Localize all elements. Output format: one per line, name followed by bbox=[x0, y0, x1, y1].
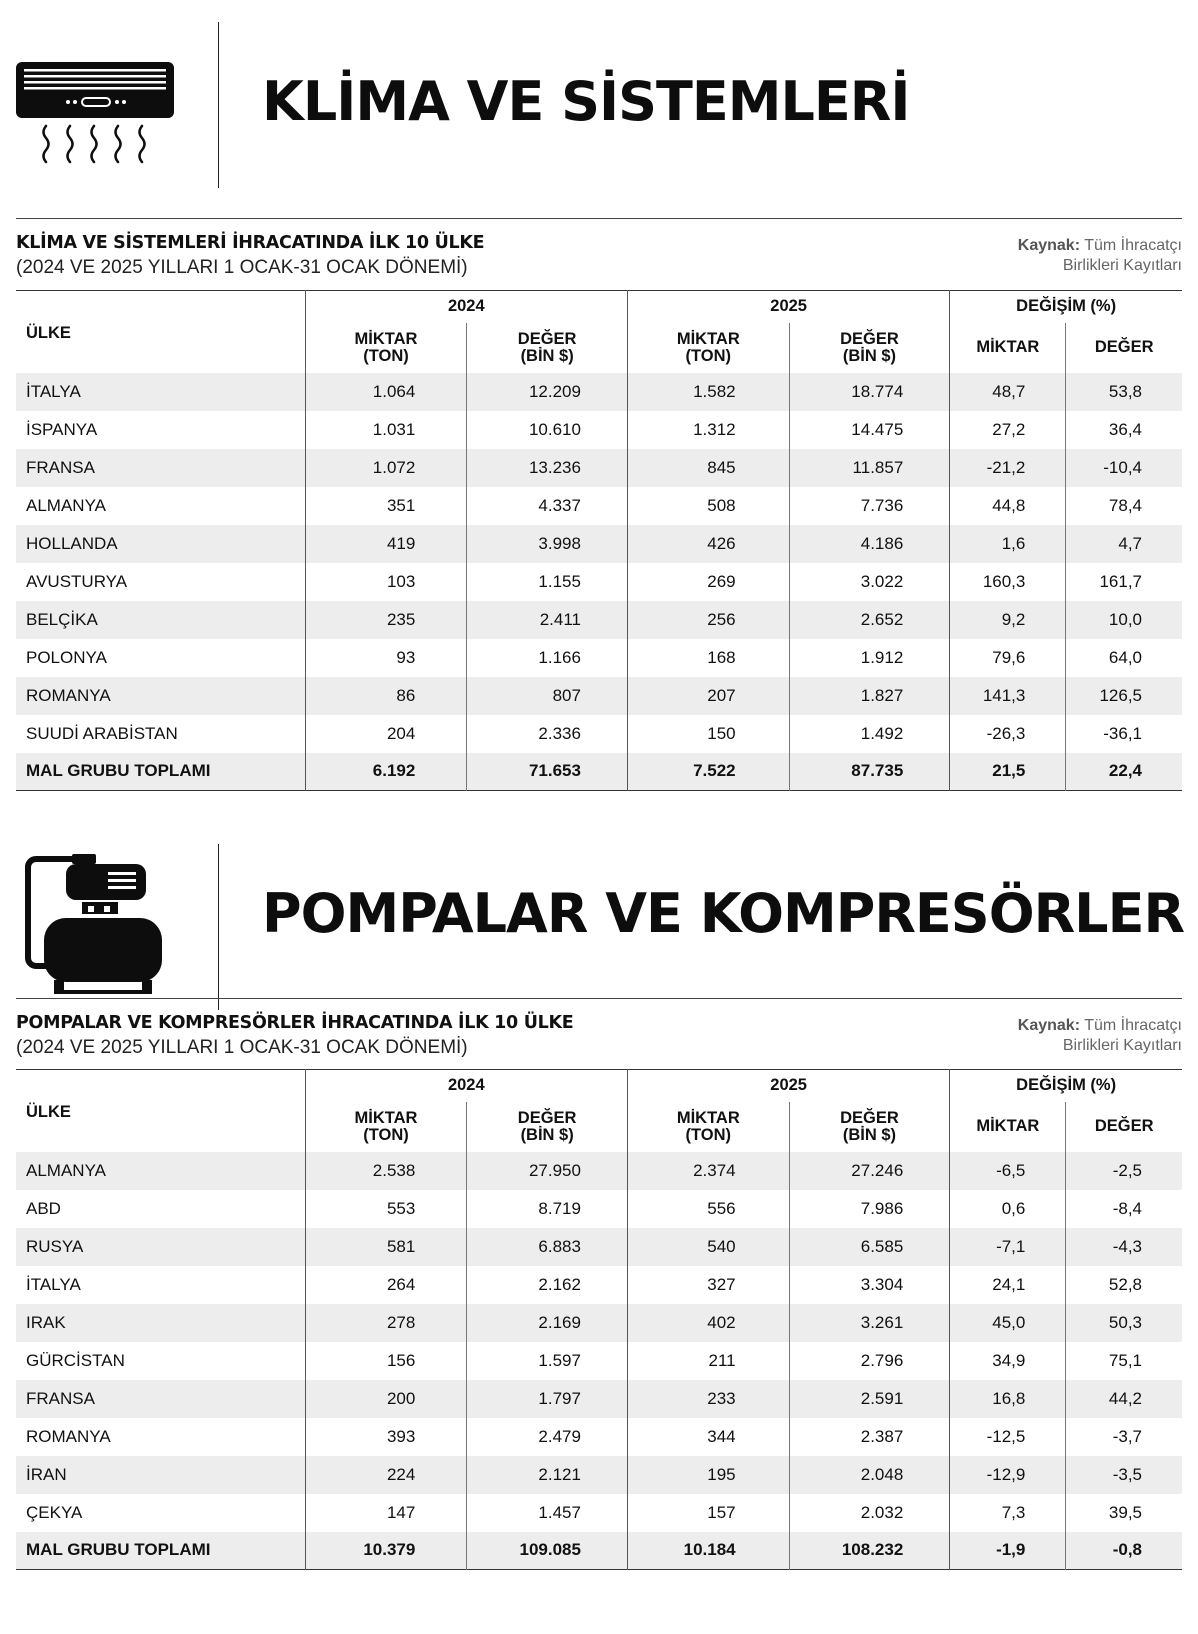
value-cell: 87.735 bbox=[789, 753, 950, 791]
country-cell: HOLLANDA bbox=[16, 525, 305, 563]
value-cell: 4,7 bbox=[1066, 525, 1182, 563]
value-cell: 556 bbox=[627, 1190, 789, 1228]
col-header-line: DEĞER bbox=[517, 1108, 577, 1127]
section-pompalar bbox=[0, 822, 1198, 1560]
value-cell: 2.374 bbox=[627, 1152, 789, 1190]
table-header bbox=[16, 998, 1182, 1058]
country-cell: ÇEKYA bbox=[26, 1502, 83, 1522]
table-row bbox=[16, 1304, 1182, 1342]
table-row bbox=[16, 601, 1182, 639]
table-body bbox=[16, 1152, 1182, 1570]
value-cell: 108.232 bbox=[789, 1532, 950, 1570]
col-header-qty bbox=[627, 1102, 789, 1152]
value-cell: 10.379 bbox=[305, 1532, 467, 1570]
value-cell: 3.022 bbox=[789, 563, 950, 601]
table-header bbox=[16, 218, 1182, 278]
value-cell: -12,9 bbox=[950, 1456, 1066, 1494]
source-note bbox=[1018, 1016, 1182, 1056]
col-header-change-qty: MİKTAR bbox=[950, 323, 1066, 373]
value-cell: 1.064 bbox=[305, 373, 467, 411]
country-cell: SUUDİ ARABİSTAN bbox=[26, 723, 178, 743]
col-header-qty bbox=[305, 323, 467, 373]
value-cell: 581 bbox=[305, 1228, 467, 1266]
divider bbox=[218, 844, 219, 1010]
value-cell: 2.336 bbox=[467, 715, 628, 753]
value-cell: 224 bbox=[305, 1456, 467, 1494]
value-cell: 233 bbox=[627, 1380, 789, 1418]
table-row bbox=[16, 1152, 1182, 1190]
value-cell: 36,4 bbox=[1066, 411, 1182, 449]
value-cell: 327 bbox=[627, 1266, 789, 1304]
value-cell: 22,4 bbox=[1066, 753, 1182, 791]
export-table bbox=[16, 290, 1182, 791]
value-cell: 1.492 bbox=[789, 715, 950, 753]
value-cell: 78,4 bbox=[1066, 487, 1182, 525]
country-cell: MAL GRUBU TOPLAMI bbox=[16, 1532, 305, 1570]
table-title: KLİMA VE SİSTEMLERİ İHRACATINDA İLK 10 ÜLKE bbox=[16, 233, 485, 253]
value-cell: 10.610 bbox=[467, 411, 628, 449]
value-cell: 16,8 bbox=[950, 1380, 1066, 1418]
table-row bbox=[16, 1494, 1182, 1532]
value-cell: 553 bbox=[305, 1190, 467, 1228]
value-cell: 419 bbox=[305, 525, 467, 563]
value-cell: 393 bbox=[305, 1418, 467, 1456]
country-cell: ROMANYA bbox=[26, 1426, 111, 1446]
col-header-year: 2024 bbox=[305, 1070, 627, 1102]
value-cell: 44,8 bbox=[950, 487, 1066, 525]
value-cell: 13.236 bbox=[467, 449, 628, 487]
table-row bbox=[16, 1380, 1182, 1418]
value-cell: 27.950 bbox=[467, 1152, 628, 1190]
source-text: Tüm İhracatçı bbox=[1084, 1017, 1182, 1034]
col-header-line: DEĞER bbox=[517, 329, 577, 348]
value-cell: 86 bbox=[305, 677, 467, 715]
value-cell: 48,7 bbox=[950, 373, 1066, 411]
source-label: Kaynak: bbox=[1017, 1017, 1081, 1034]
value-cell: 4.186 bbox=[789, 525, 950, 563]
table-row bbox=[16, 563, 1182, 601]
col-header-line: (BİN $) bbox=[842, 346, 897, 365]
value-cell: 109.085 bbox=[467, 1532, 628, 1570]
value-cell: 2.162 bbox=[467, 1266, 628, 1304]
value-cell: 1,6 bbox=[950, 525, 1066, 563]
value-cell: 6.192 bbox=[305, 753, 467, 791]
value-cell: -3,7 bbox=[1066, 1418, 1182, 1456]
value-cell: 2.411 bbox=[467, 601, 628, 639]
table-row bbox=[16, 1418, 1182, 1456]
value-cell: 264 bbox=[305, 1266, 467, 1304]
col-header-line: MİKTAR bbox=[354, 1108, 418, 1127]
table-row bbox=[16, 639, 1182, 677]
value-cell: 64,0 bbox=[1066, 639, 1182, 677]
value-cell: 2.796 bbox=[789, 1342, 950, 1380]
value-cell: 50,3 bbox=[1066, 1304, 1182, 1342]
source-note bbox=[1018, 236, 1182, 276]
col-header-value bbox=[789, 1102, 950, 1152]
table-row bbox=[16, 1342, 1182, 1380]
value-cell: -3,5 bbox=[1066, 1456, 1182, 1494]
value-cell: 21,5 bbox=[950, 753, 1066, 791]
value-cell: 45,0 bbox=[950, 1304, 1066, 1342]
col-header-qty bbox=[627, 323, 789, 373]
col-header-line: (TON) bbox=[685, 346, 732, 365]
value-cell: -4,3 bbox=[1066, 1228, 1182, 1266]
value-cell: 27.246 bbox=[789, 1152, 950, 1190]
col-header-year: 2024 bbox=[305, 291, 627, 323]
country-cell: İSPANYA bbox=[26, 419, 98, 439]
country-cell: IRAK bbox=[16, 1304, 305, 1342]
value-cell: 75,1 bbox=[1066, 1342, 1182, 1380]
value-cell: 2.032 bbox=[789, 1494, 950, 1532]
table-row bbox=[16, 525, 1182, 563]
value-cell: 2.479 bbox=[467, 1418, 628, 1456]
value-cell: 27,2 bbox=[950, 411, 1066, 449]
col-header-qty bbox=[305, 1102, 467, 1152]
value-cell: 3.304 bbox=[789, 1266, 950, 1304]
col-header-value bbox=[467, 323, 628, 373]
value-cell: -12,5 bbox=[950, 1418, 1066, 1456]
col-header-line: (TON) bbox=[685, 1125, 732, 1144]
value-cell: 150 bbox=[627, 715, 789, 753]
country-cell: ROMANYA bbox=[16, 677, 305, 715]
value-cell: 7.522 bbox=[627, 753, 789, 791]
value-cell: 34,9 bbox=[950, 1342, 1066, 1380]
col-header-change-value: DEĞER bbox=[1066, 1102, 1182, 1152]
value-cell: 508 bbox=[627, 487, 789, 525]
value-cell: 14.475 bbox=[789, 411, 950, 449]
table-row bbox=[16, 373, 1182, 411]
value-cell: 10.184 bbox=[627, 1532, 789, 1570]
col-header-line: (BİN $) bbox=[842, 1125, 897, 1144]
value-cell: 0,6 bbox=[950, 1190, 1066, 1228]
col-header-line: (BİN $) bbox=[520, 346, 574, 365]
table-row bbox=[16, 1190, 1182, 1228]
value-cell: 93 bbox=[305, 639, 467, 677]
value-cell: 1.166 bbox=[467, 639, 628, 677]
value-cell: 10,0 bbox=[1066, 601, 1182, 639]
source-text: Birlikleri Kayıtları bbox=[1062, 1037, 1182, 1054]
value-cell: 540 bbox=[627, 1228, 789, 1266]
value-cell: 156 bbox=[305, 1342, 467, 1380]
table-total-row bbox=[16, 1532, 1182, 1570]
col-header-line: MİKTAR bbox=[354, 329, 418, 348]
value-cell: 211 bbox=[627, 1342, 789, 1380]
value-cell: 2.169 bbox=[467, 1304, 628, 1342]
value-cell: 160,3 bbox=[950, 563, 1066, 601]
col-header-line: (BİN $) bbox=[520, 1125, 574, 1144]
section-klima bbox=[0, 0, 1198, 781]
value-cell: 351 bbox=[305, 487, 467, 525]
country-cell: RUSYA bbox=[16, 1228, 305, 1266]
value-cell: 1.582 bbox=[627, 373, 789, 411]
value-cell: 39,5 bbox=[1066, 1494, 1182, 1532]
country-cell: FRANSA bbox=[16, 1380, 305, 1418]
col-header-value bbox=[467, 1102, 628, 1152]
value-cell: 9,2 bbox=[950, 601, 1066, 639]
value-cell: 24,1 bbox=[950, 1266, 1066, 1304]
table-row bbox=[16, 487, 1182, 525]
value-cell: -8,4 bbox=[1066, 1190, 1182, 1228]
table-total-row bbox=[16, 753, 1182, 791]
country-cell: POLONYA bbox=[26, 647, 107, 667]
value-cell: 807 bbox=[467, 677, 628, 715]
value-cell: 426 bbox=[627, 525, 789, 563]
value-cell: 2.652 bbox=[789, 601, 950, 639]
country-cell: GÜRCİSTAN bbox=[26, 1350, 125, 1370]
value-cell: 200 bbox=[305, 1380, 467, 1418]
air-conditioner-icon bbox=[14, 60, 184, 170]
country-cell: MAL GRUBU TOPLAMI bbox=[16, 753, 305, 791]
country-cell: İRAN bbox=[16, 1456, 305, 1494]
value-cell: 1.312 bbox=[627, 411, 789, 449]
section-banner bbox=[0, 822, 1198, 1012]
value-cell: -36,1 bbox=[1066, 715, 1182, 753]
value-cell: -26,3 bbox=[950, 715, 1066, 753]
value-cell: 1.031 bbox=[305, 411, 467, 449]
source-text: Tüm İhracatçı bbox=[1084, 237, 1182, 254]
value-cell: 7.986 bbox=[789, 1190, 950, 1228]
col-header-year: 2025 bbox=[627, 1070, 949, 1102]
value-cell: 402 bbox=[627, 1304, 789, 1342]
col-header-change: DEĞİŞİM (%) bbox=[950, 291, 1182, 323]
value-cell: 269 bbox=[627, 563, 789, 601]
value-cell: 7,3 bbox=[950, 1494, 1066, 1532]
col-header-change-qty: MİKTAR bbox=[950, 1102, 1066, 1152]
value-cell: 207 bbox=[627, 677, 789, 715]
country-cell: FRANSA bbox=[16, 449, 305, 487]
value-cell: 1.912 bbox=[789, 639, 950, 677]
value-cell: 53,8 bbox=[1066, 373, 1182, 411]
value-cell: 6.883 bbox=[467, 1228, 628, 1266]
table-row bbox=[16, 1228, 1182, 1266]
value-cell: 157 bbox=[627, 1494, 789, 1532]
col-header-line: (TON) bbox=[363, 346, 409, 365]
country-cell: İTALYA bbox=[16, 373, 305, 411]
value-cell: 3.998 bbox=[467, 525, 628, 563]
value-cell: 2.048 bbox=[789, 1456, 950, 1494]
value-cell: 1.072 bbox=[305, 449, 467, 487]
table-row bbox=[16, 715, 1182, 753]
col-header-line: DEĞER bbox=[840, 1108, 899, 1127]
col-header-change: DEĞİŞİM (%) bbox=[950, 1070, 1182, 1102]
section-heading: KLİMA VE SİSTEMLERİ bbox=[262, 70, 910, 133]
table-row bbox=[16, 449, 1182, 487]
value-cell: 12.209 bbox=[467, 373, 628, 411]
country-cell: BELÇİKA bbox=[16, 601, 305, 639]
table-subtitle: (2024 VE 2025 YILLARI 1 OCAK-31 OCAK DÖNEMİ) bbox=[16, 257, 468, 278]
col-header-line: MİKTAR bbox=[676, 329, 740, 348]
section-banner bbox=[0, 0, 1198, 190]
col-header-line: DEĞER bbox=[840, 329, 899, 348]
value-cell: 2.591 bbox=[789, 1380, 950, 1418]
value-cell: 2.121 bbox=[467, 1456, 628, 1494]
value-cell: 141,3 bbox=[950, 677, 1066, 715]
value-cell: 1.797 bbox=[467, 1380, 628, 1418]
section-heading: POMPALAR VE KOMPRESÖRLER bbox=[262, 882, 1185, 945]
value-cell: 44,2 bbox=[1066, 1380, 1182, 1418]
col-header-line: (TON) bbox=[363, 1125, 409, 1144]
value-cell: 147 bbox=[305, 1494, 467, 1532]
value-cell: 1.827 bbox=[789, 677, 950, 715]
water-pump-icon bbox=[24, 846, 174, 996]
table-row bbox=[16, 411, 1182, 449]
value-cell: 2.538 bbox=[305, 1152, 467, 1190]
value-cell: 3.261 bbox=[789, 1304, 950, 1342]
export-table bbox=[16, 1069, 1182, 1570]
value-cell: 8.719 bbox=[467, 1190, 628, 1228]
value-cell: 1.155 bbox=[467, 563, 628, 601]
table-title: POMPALAR VE KOMPRESÖRLER İHRACATINDA İLK 10 ÜLKE bbox=[16, 1013, 574, 1033]
value-cell: 845 bbox=[627, 449, 789, 487]
value-cell: 1.597 bbox=[467, 1342, 628, 1380]
col-header-year: 2025 bbox=[627, 291, 949, 323]
col-header-line: MİKTAR bbox=[676, 1108, 740, 1127]
table-row bbox=[16, 1266, 1182, 1304]
value-cell: -7,1 bbox=[950, 1228, 1066, 1266]
source-label: Kaynak: bbox=[1017, 237, 1081, 254]
value-cell: 71.653 bbox=[467, 753, 628, 791]
col-header-country: ÜLKE bbox=[26, 1103, 71, 1121]
value-cell: 1.457 bbox=[467, 1494, 628, 1532]
value-cell: 278 bbox=[305, 1304, 467, 1342]
divider bbox=[218, 22, 219, 188]
country-cell: AVUSTURYA bbox=[26, 571, 128, 591]
col-header-change-value: DEĞER bbox=[1066, 323, 1182, 373]
value-cell: 204 bbox=[305, 715, 467, 753]
value-cell: 52,8 bbox=[1066, 1266, 1182, 1304]
country-cell: İTALYA bbox=[26, 1274, 81, 1294]
value-cell: 4.337 bbox=[467, 487, 628, 525]
value-cell: 18.774 bbox=[789, 373, 950, 411]
value-cell: 7.736 bbox=[789, 487, 950, 525]
value-cell: 6.585 bbox=[789, 1228, 950, 1266]
value-cell: 103 bbox=[305, 563, 467, 601]
source-text: Birlikleri Kayıtları bbox=[1062, 257, 1182, 274]
table-subtitle: (2024 VE 2025 YILLARI 1 OCAK-31 OCAK DÖNEMİ) bbox=[16, 1037, 468, 1058]
value-cell: -1,9 bbox=[950, 1532, 1066, 1570]
value-cell: 2.387 bbox=[789, 1418, 950, 1456]
value-cell: 126,5 bbox=[1066, 677, 1182, 715]
value-cell: 168 bbox=[627, 639, 789, 677]
table-body bbox=[16, 373, 1182, 791]
value-cell: 344 bbox=[627, 1418, 789, 1456]
col-header-value bbox=[789, 323, 950, 373]
table-row bbox=[16, 677, 1182, 715]
table-row bbox=[16, 1456, 1182, 1494]
value-cell: 161,7 bbox=[1066, 563, 1182, 601]
country-cell: ALMANYA bbox=[16, 1152, 305, 1190]
col-header-country: ÜLKE bbox=[26, 324, 71, 342]
value-cell: 235 bbox=[305, 601, 467, 639]
country-cell: ALMANYA bbox=[26, 495, 106, 515]
value-cell: -10,4 bbox=[1066, 449, 1182, 487]
value-cell: 79,6 bbox=[950, 639, 1066, 677]
value-cell: -21,2 bbox=[950, 449, 1066, 487]
value-cell: 11.857 bbox=[789, 449, 950, 487]
value-cell: -2,5 bbox=[1066, 1152, 1182, 1190]
value-cell: 195 bbox=[627, 1456, 789, 1494]
value-cell: -6,5 bbox=[950, 1152, 1066, 1190]
value-cell: 256 bbox=[627, 601, 789, 639]
country-cell: ABD bbox=[26, 1198, 61, 1218]
value-cell: -0,8 bbox=[1066, 1532, 1182, 1570]
